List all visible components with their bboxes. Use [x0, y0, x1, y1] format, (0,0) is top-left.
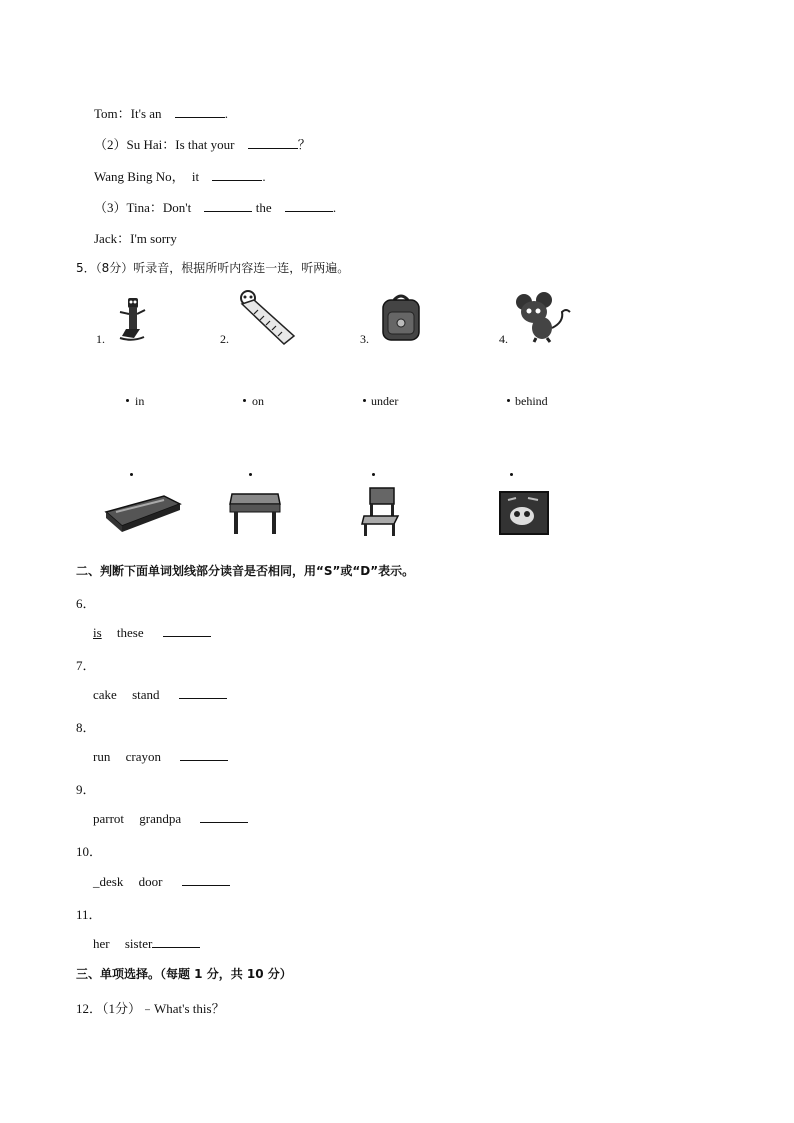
item-number: 7． [76, 658, 96, 673]
item-number: 8． [76, 720, 96, 735]
speaker: Jack： [94, 231, 131, 246]
word: sister [124, 936, 153, 951]
dialogue-text: it [191, 169, 200, 184]
chair-icon [358, 486, 404, 538]
speaker: Su Hai： [126, 137, 176, 152]
section3-title: 三、单项选择。（每题 1 分，共 10 分） [76, 967, 292, 981]
match-dot[interactable] [507, 399, 510, 402]
preposition-behind: behind [515, 394, 548, 408]
answer-blank[interactable] [152, 935, 200, 948]
punctuation: ？ [297, 137, 311, 152]
dialogue-text: It's an [130, 106, 162, 121]
preposition-in: in [135, 394, 145, 408]
answer-blank[interactable] [182, 873, 230, 886]
speaker: Tom： [94, 106, 131, 121]
word: stand [132, 687, 160, 702]
punctuation: . [262, 169, 266, 184]
pen-icon [112, 292, 152, 344]
word: grandpa [139, 811, 182, 826]
pencil-box-icon [102, 490, 182, 534]
match-dot[interactable] [249, 473, 252, 476]
answer-blank[interactable] [175, 105, 225, 118]
preposition-on: on [252, 394, 264, 408]
phonics-item-6 [93, 624, 211, 641]
item-number: 1. [96, 332, 105, 346]
answer-blank[interactable] [180, 748, 228, 761]
match-dot[interactable] [126, 399, 129, 402]
phonics-item-8 [93, 748, 228, 765]
answer-blank[interactable] [163, 624, 211, 637]
word: door [138, 874, 163, 889]
word: her [93, 936, 110, 951]
item-number: 11． [76, 907, 102, 922]
word: _desk [93, 874, 124, 889]
phonics-item-11 [93, 935, 200, 952]
dialogue-wang [94, 166, 266, 185]
dialogue-text: Don't [162, 200, 192, 215]
answer-blank[interactable] [248, 136, 298, 149]
punctuation: . [332, 200, 337, 215]
item-number: 2. [220, 332, 229, 346]
dialogue-jack [94, 228, 177, 247]
phonics-item-9 [93, 810, 248, 827]
match-dot[interactable] [130, 473, 133, 476]
match-dot[interactable] [510, 473, 513, 476]
dialogue-q2 [94, 134, 311, 153]
phonics-item-10 [93, 873, 230, 890]
question-12: 12．（1分）﹣What's this？ [76, 1001, 225, 1016]
answer-blank[interactable] [204, 199, 252, 212]
item-number: 9． [76, 782, 96, 797]
word: these [116, 625, 144, 640]
answer-blank[interactable] [179, 686, 227, 699]
backpack-icon [378, 292, 424, 344]
q5-title: 5．（8分）听录音，根据所听内容连一连，听两遍。 [76, 261, 350, 275]
ruler-icon [236, 288, 298, 346]
item-number: 10． [76, 844, 103, 859]
section2-title: 二、判断下面单词划线部分读音是否相同，用“S”或“D”表示。 [76, 564, 415, 578]
answer-blank[interactable] [200, 810, 248, 823]
match-dot[interactable] [363, 399, 366, 402]
word: cake [93, 687, 117, 702]
desk-icon [226, 488, 284, 536]
answer-blank[interactable] [285, 199, 333, 212]
question-number: （2） [94, 137, 127, 152]
answer-blank[interactable] [212, 168, 262, 181]
match-dot[interactable] [372, 473, 375, 476]
item-number: 4. [499, 332, 508, 346]
mouse-icon [514, 292, 572, 344]
word: crayon [125, 749, 161, 764]
item-number: 3. [360, 332, 369, 346]
word: parrot [93, 811, 125, 826]
dialogue-text: the [255, 200, 272, 215]
dialogue-text: I'm sorry [130, 231, 177, 246]
picture-icon [498, 490, 550, 536]
dialogue-q3 [94, 197, 336, 216]
dialogue-tom: Tom：It's an . [94, 106, 229, 121]
speaker: Wang Bing No， [94, 169, 185, 184]
word: is [93, 625, 102, 640]
match-dot[interactable] [243, 399, 246, 402]
question-number: （3） [94, 200, 127, 215]
word: run [93, 749, 111, 764]
speaker: Tina： [126, 200, 163, 215]
item-number: 6． [76, 596, 96, 611]
preposition-under: under [371, 394, 399, 408]
dialogue-text: Is that your [175, 137, 235, 152]
phonics-item-7 [93, 686, 227, 703]
